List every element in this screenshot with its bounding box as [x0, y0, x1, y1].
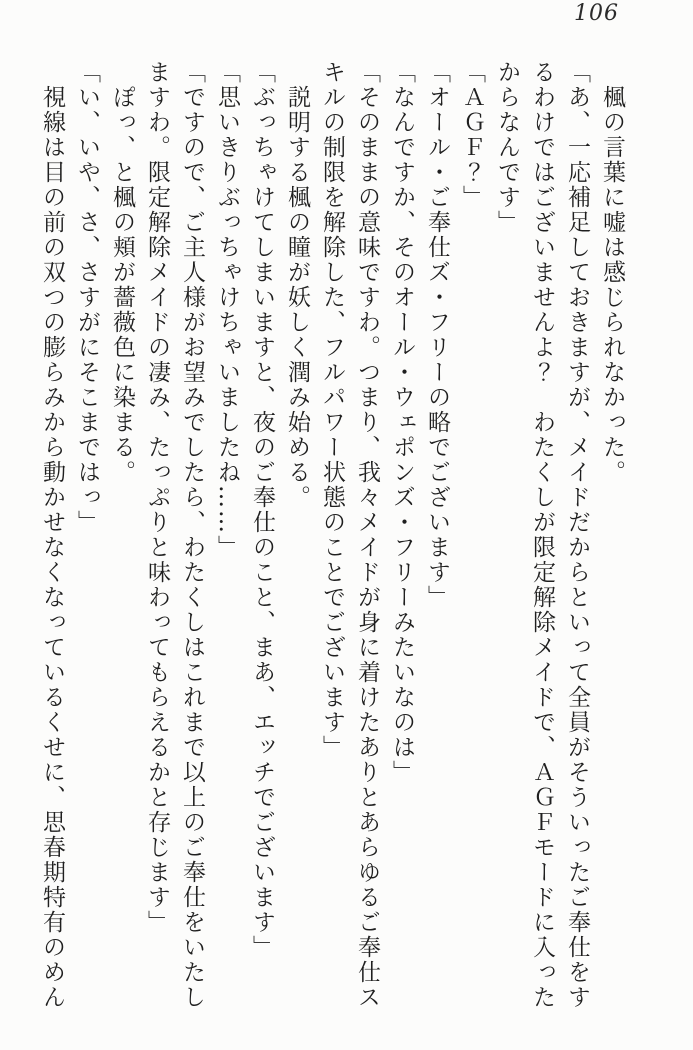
text-line: ぽっ、と楓の頬が薔薇色に染まる。 — [109, 60, 135, 485]
text-line: 「あ、一応補足しておきますが、メイドだからといって全員がそういったご奉仕をす — [564, 60, 590, 1010]
text-line: 視線は目の前の双つの膨らみから動かせなくなっているくせに、思春期特有のめん — [39, 60, 65, 1010]
text-line: 「ＡＧＦ？」 — [459, 60, 485, 210]
page-number: 106 — [574, 1, 619, 26]
text-line: ますわ。限定解除メイドの凄み、たっぷりと味わってもらえるかと存じます」 — [144, 60, 170, 935]
text-line: 楓の言葉に嘘は感じられなかった。 — [599, 60, 625, 485]
text-line: るわけではございませんよ？ わたくしが限定解除メイドで、ＡＧＦモードに入った — [529, 60, 555, 1010]
text-line: 「なんですか、そのオール・ウェポンズ・フリーみたいなのは」 — [389, 60, 415, 785]
text-line: 「そのままの意味ですわ。つまり、我々メイドが身に着けたありとあらゆるご奉仕ス — [354, 60, 380, 1010]
page-text — [34, 60, 629, 1022]
text-line: 「思いきりぶっちゃけちゃいましたね……」 — [214, 60, 240, 560]
text-line: 「オール・ご奉仕ズ・フリーの略でございます」 — [424, 60, 450, 610]
text-line: 説明する楓の瞳が妖しく潤み始める。 — [284, 60, 310, 510]
text-line: 「い、いや、さ、さすがにそこまではっ」 — [74, 60, 100, 535]
text-line: キルの制限を解除した、フルパワー状態のことでございます」 — [319, 60, 345, 760]
text-line: からなんです」 — [494, 60, 520, 235]
text-line: 「ですので、ご主人様がお望みでしたら、わたくしはこれまで以上のご奉仕をいたし — [179, 60, 205, 1010]
text-line: 「ぶっちゃけてしまいますと、夜のご奉仕のこと、まあ、エッチでございます」 — [249, 60, 275, 960]
